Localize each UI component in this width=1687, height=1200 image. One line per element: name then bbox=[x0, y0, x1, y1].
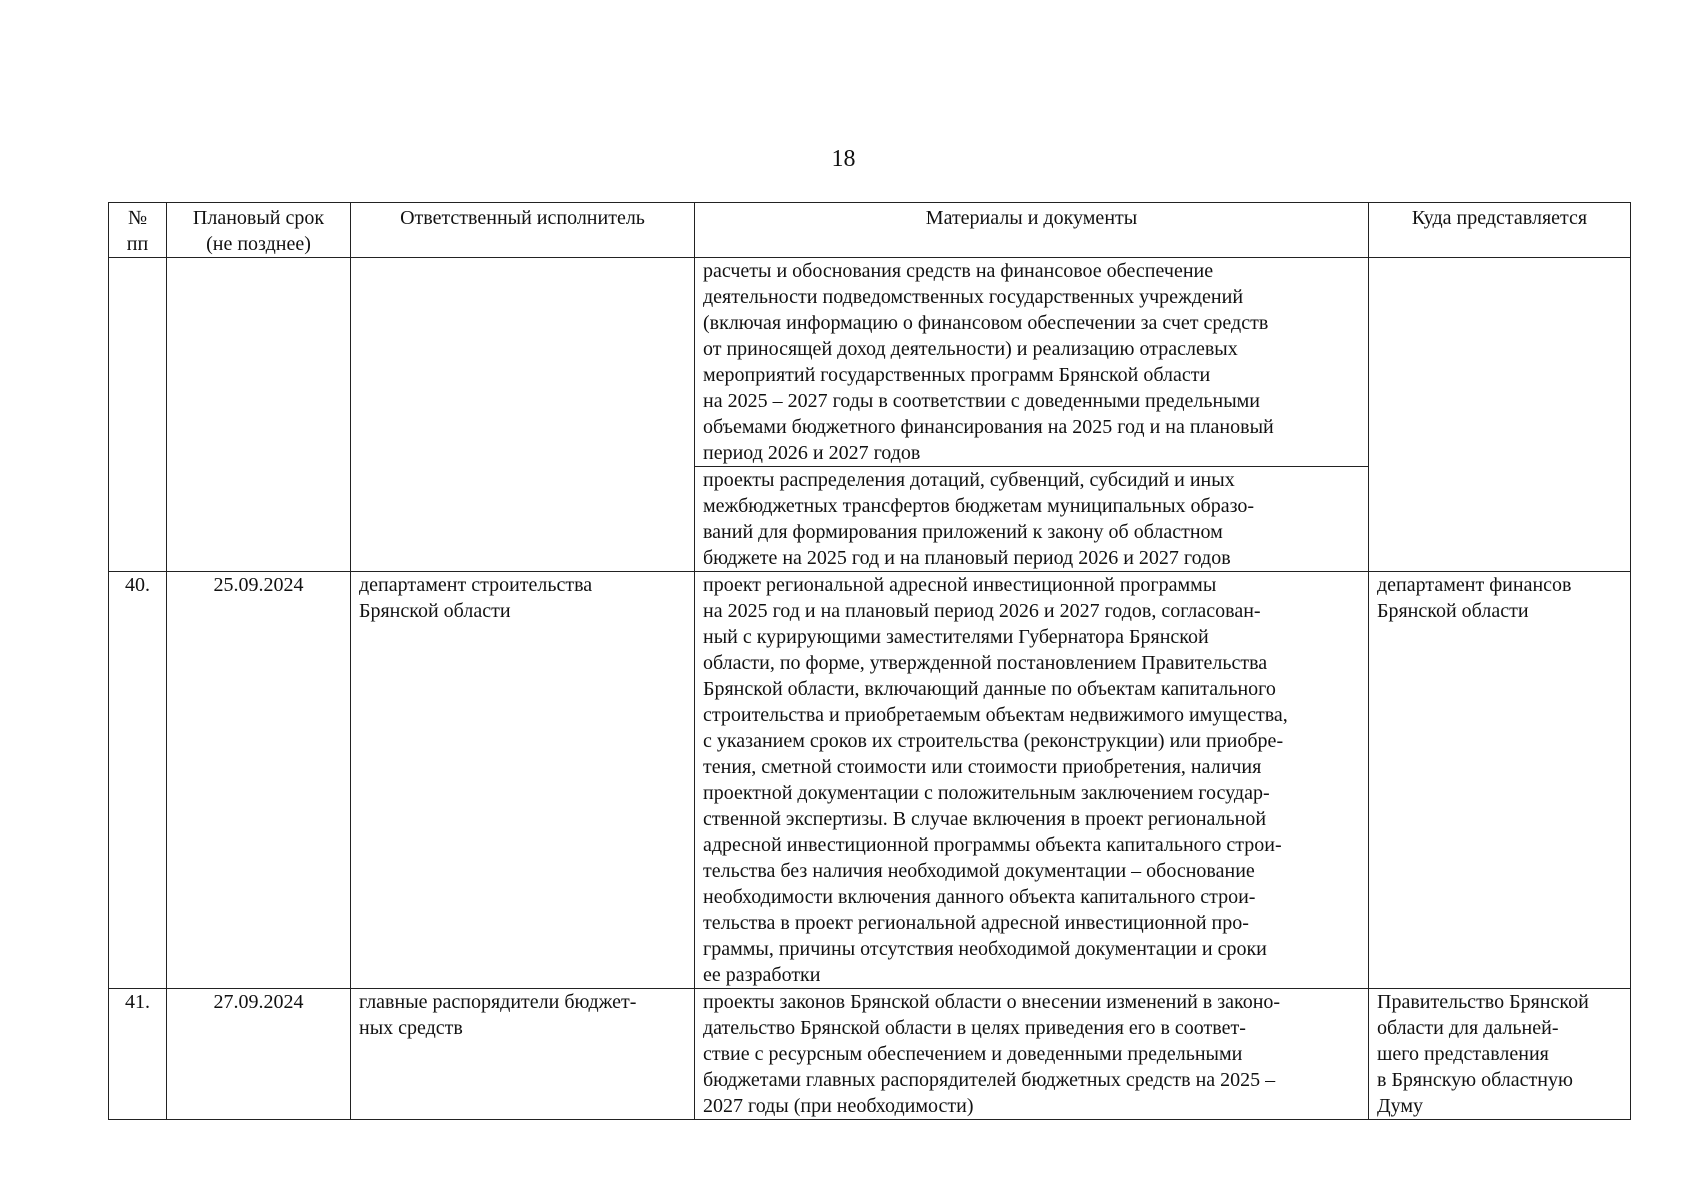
cell-number: 41. bbox=[109, 989, 167, 1120]
cell-responsible: департамент строительства Брянской области bbox=[351, 572, 695, 989]
header-materials: Материалы и документы bbox=[695, 203, 1369, 258]
cell-destination: департамент финансов Брянской области bbox=[1369, 572, 1631, 989]
schedule-table bbox=[108, 202, 1631, 1120]
table-row bbox=[109, 989, 1631, 1120]
cell-materials-transfers: проекты распределения дотаций, субвенций, субсидий и иных межбюджетных трансфертов бюджетам муниципальных образо- ваний для формирования приложений к закону об областном бюджете на 2025 год и на плановый период 2026 и 2027 годов bbox=[695, 467, 1369, 572]
page-number: 18 bbox=[831, 146, 856, 172]
cell-number-empty bbox=[109, 258, 167, 572]
cell-number: 40. bbox=[109, 572, 167, 989]
cell-materials: проект региональной адресной инвестиционной программы на 2025 год и на плановый период 2026 и 2027 годов, согласован- ный с курирующими заместителями Губернатора Брянской области, по форме, утвержденной постановлением Правительства Брянской области, включающий данные по объектам капитального строительства и приобретаемым объектам недвижимого имущества, с указанием сроков их строительства (реконструкции) или приобре- тения, сметной стоимости или стоимости приобретения, наличия проектной документации с положительным заключением государ- ственной экспертизы. В случае включения в проект региональной адресной инвестиционной программы объекта капитального строи- тельства без наличия необходимой документации – обоснование необходимости включения данного объекта капитального строи- тельства в проект региональной адресной инвестиционной про- граммы, причины отсутствия необходимой документации и сроки ее разработки bbox=[695, 572, 1369, 989]
table-row bbox=[109, 572, 1631, 989]
cell-responsible: главные распорядители бюджет- ных средств bbox=[351, 989, 695, 1120]
cell-destination: Правительство Брянской области для дальней- шего представления в Брянскую областную Думу bbox=[1369, 989, 1631, 1120]
header-responsible: Ответственный исполнитель bbox=[351, 203, 695, 258]
table-row-continuation-a bbox=[109, 258, 1631, 467]
cell-date-empty bbox=[167, 258, 351, 572]
header-planned-date: Плановый срок (не позднее) bbox=[167, 203, 351, 258]
cell-materials-calculations: расчеты и обоснования средств на финансовое обеспечение деятельности подведомственных государственных учреждений (включая информацию о финансовом обеспечении за счет средств от приносящей доход деятельности) и реализацию отраслевых мероприятий государственных программ Брянской области на 2025 – 2027 годы в соответствии с доведенными предельными объемами бюджетного финансирования на 2025 год и на плановый период 2026 и 2027 годов bbox=[695, 258, 1369, 467]
cell-responsible-empty bbox=[351, 258, 695, 572]
table-header bbox=[109, 203, 1631, 258]
cell-destination-empty bbox=[1369, 258, 1631, 572]
header-destination: Куда представляется bbox=[1369, 203, 1631, 258]
cell-materials: проекты законов Брянской области о внесении изменений в законо- дательство Брянской области в целях приведения его в соответ- ствие с ресурсным обеспечением и доведенными предельными бюджетами главных распорядителей бюджетных средств на 2025 – 2027 годы (при необходимости) bbox=[695, 989, 1369, 1120]
cell-planned-date: 27.09.2024 bbox=[167, 989, 351, 1120]
cell-planned-date: 25.09.2024 bbox=[167, 572, 351, 989]
header-number: № пп bbox=[109, 203, 167, 258]
